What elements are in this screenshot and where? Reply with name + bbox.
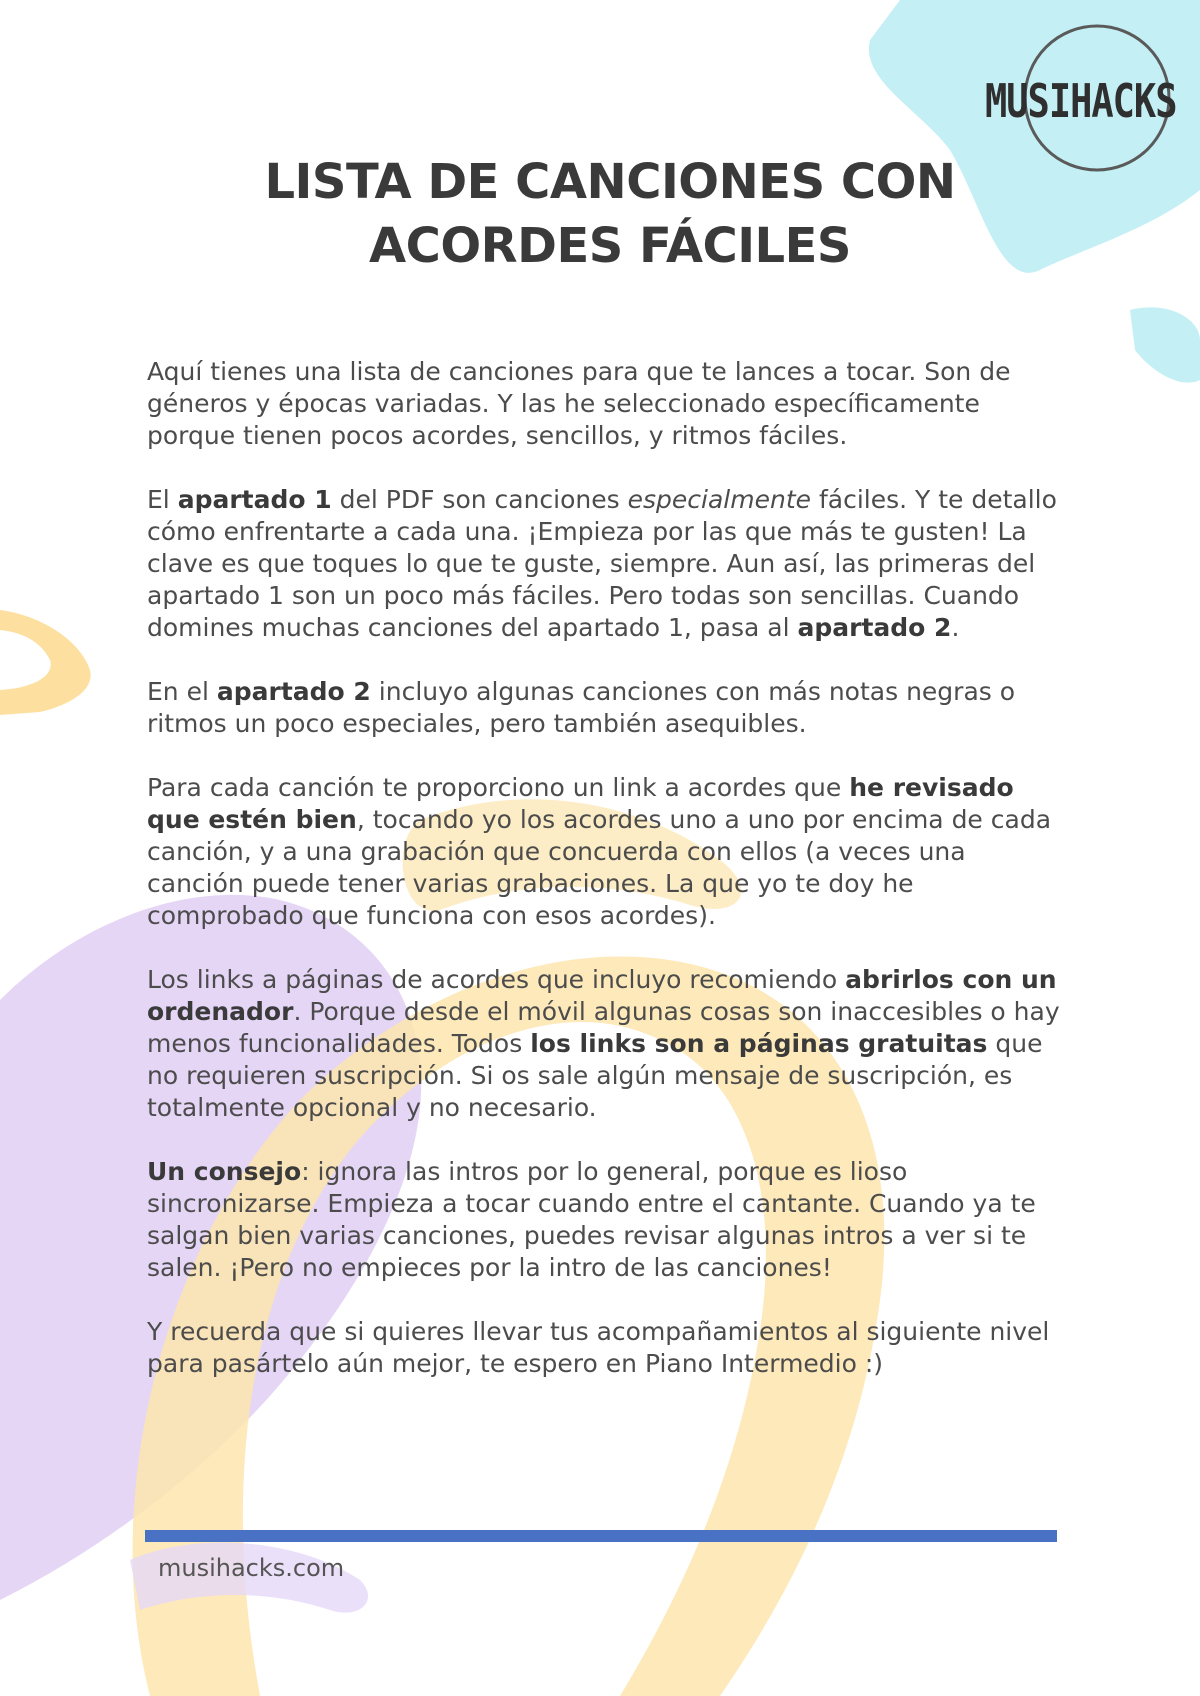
title-line-1: LISTA DE CANCIONES CON xyxy=(264,154,956,210)
title-line-2: ACORDES FÁCILES xyxy=(368,218,851,274)
text-span: incluyo algunas canciones con más notas negras o ritmos un poco especiales, pero también asequibles. xyxy=(147,677,1016,738)
closing-paragraph: Y recuerda que si quieres llevar tus acompañamientos al siguiente nivel para pasártelo aún mejor, te espero en Piano Intermedio :) xyxy=(147,1317,1050,1378)
bold-text: los links son a páginas gratuitas xyxy=(530,1029,988,1058)
section-1-paragraph xyxy=(147,484,1067,644)
text-span: fáciles. Y te detallo cómo enfrentarte a cada una. ¡Empieza por las que más te gusten! La clave es que toques lo que te guste, siempre. Aun así, las primeras del apartado 1 son un poco más fáciles. Pero todas son sencillas. Cuando domines muchas canciones del apartado 1, pasa al xyxy=(147,485,1057,642)
bold-text: abrirlos con un ordenador xyxy=(147,965,1057,1026)
text-span: que no requieren suscripción. Si os sale algún mensaje de suscripción, es totalmente opcional y no necesario. xyxy=(147,1029,1043,1122)
intro-paragraph: Aquí tienes una lista de canciones para que te lances a tocar. Son de géneros y épocas variadas. Y las he seleccionado específicamente porque tienen pocos acordes, sencillos, y ritmos fáciles. xyxy=(147,357,1011,450)
links-paragraph xyxy=(147,772,1067,932)
footer-divider xyxy=(145,1530,1057,1542)
text-span: En el xyxy=(147,677,217,706)
main-content xyxy=(147,356,1067,1412)
text-span: . xyxy=(951,613,960,642)
bold-text: he revisado que estén bien xyxy=(147,773,1014,834)
text-span: , tocando yo los acordes uno a uno por encima de cada canción, y a una grabación que concuerda con ellos (a veces una canción puede tener varias grabaciones. La que yo te doy he comprobado que funciona con esos acordes). xyxy=(147,805,1052,930)
text-span: El xyxy=(147,485,178,514)
bold-text: apartado 2 xyxy=(797,613,952,642)
tip-paragraph xyxy=(147,1156,1067,1284)
text-span: Los links a páginas de acordes que incluyo recomiendo xyxy=(147,965,846,994)
bold-text: apartado 1 xyxy=(177,485,332,514)
page-title xyxy=(140,150,1080,278)
yellow-paint-stroke-left xyxy=(0,610,91,715)
logo-text: MUSIHACKS xyxy=(985,74,1177,129)
italic-text: especialmente xyxy=(627,485,811,514)
footer-url: musihacks.com xyxy=(158,1554,345,1582)
computer-recommendation-paragraph xyxy=(147,964,1067,1124)
text-span: Para cada canción te proporciono un link a acordes que xyxy=(147,773,850,802)
cyan-paint-stroke-small xyxy=(1130,307,1200,382)
text-span: . Porque desde el móvil algunas cosas son inaccesibles o hay menos funcionalidades. Todos xyxy=(147,997,1060,1058)
bold-text: apartado 2 xyxy=(216,677,371,706)
section-2-paragraph xyxy=(147,676,1067,740)
text-span: del PDF son canciones xyxy=(331,485,628,514)
bold-text: Un consejo xyxy=(147,1157,302,1186)
text-span: : ignora las intros por lo general, porque es lioso sincronizarse. Empieza a tocar cuando entre el cantante. Cuando ya te salgan bien varias canciones, puedes revisar algunas intros a ver si te salen. ¡Pero no empieces por la intro de las canciones! xyxy=(147,1157,1036,1282)
